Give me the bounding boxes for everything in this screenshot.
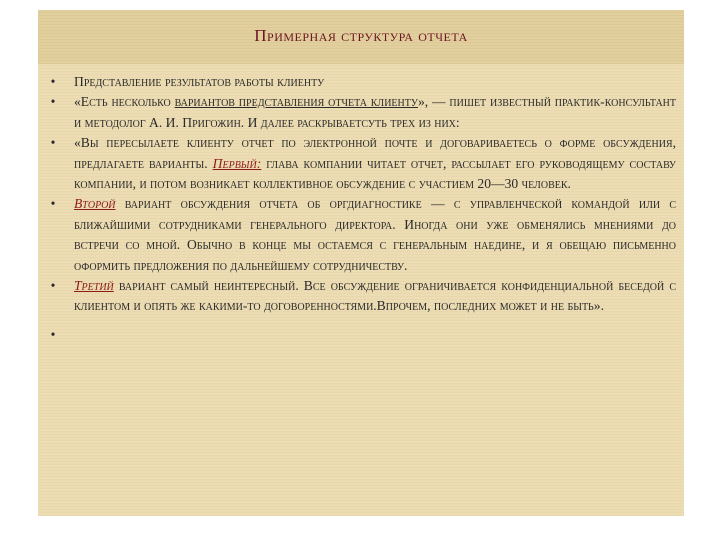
slide-title: Примерная структура отчета (254, 26, 468, 45)
bullet-item-2 (46, 92, 676, 133)
item-2-pre: «Есть несколько (74, 94, 175, 110)
item-3-post: глава компании читает отчет, рассылает его руководящему составу компании, и потом возникает коллективное обсуждение с участием 20—30 человек. (74, 155, 677, 192)
item-2-underlined: вариантов представления отчета клиенту (174, 94, 418, 110)
bullet-icon: • (50, 196, 56, 212)
item-4-post: вариант обсуждения отчета об оргдиагностике — с управленческой командой или с ближайшими сотрудниками генерального директора. Иногда они уже обменялись мнениями до встречи со мной. Обычно в конце мы остаемся с генеральным наедине, и я обещаю письменно оформить предложения по дальнейшему сотрудничеству. (74, 196, 676, 273)
item-1-text: Представление результатов работы клиенту (74, 74, 325, 89)
item-3-lead: Первый: (212, 155, 262, 171)
item-4-lead: Второй (74, 196, 116, 212)
bullet-icon: • (50, 94, 56, 110)
item-5-lead: Третий (74, 278, 114, 294)
bullet-item-3 (46, 133, 676, 194)
bullet-icon: • (50, 74, 56, 89)
item-2-post: », — пишет известный практик-консультант и методолог А. И. Пригожин. И далее раскрываетсуть трех из них: (74, 94, 676, 130)
bullet-icon: • (50, 135, 56, 151)
bullet-list (46, 72, 677, 342)
bullet-item-1 (46, 72, 676, 92)
item-3-pre: «Вы пересылаете клиенту отчет по электронной почте и договариваетесь о форме обсуждения, предлагаете варианты. (74, 135, 676, 171)
bullet-item-5 (46, 276, 676, 317)
bullet-icon: • (50, 326, 56, 342)
bullet-item-4 (46, 194, 676, 276)
item-5-post: вариант самый неинтересный. Все обсуждение ограничивается конфиденциальной беседой с клиентом и опять же какими-то договоренностями.Впрочем, последних может и не быть». (74, 278, 676, 314)
bullet-icon: • (50, 278, 56, 294)
